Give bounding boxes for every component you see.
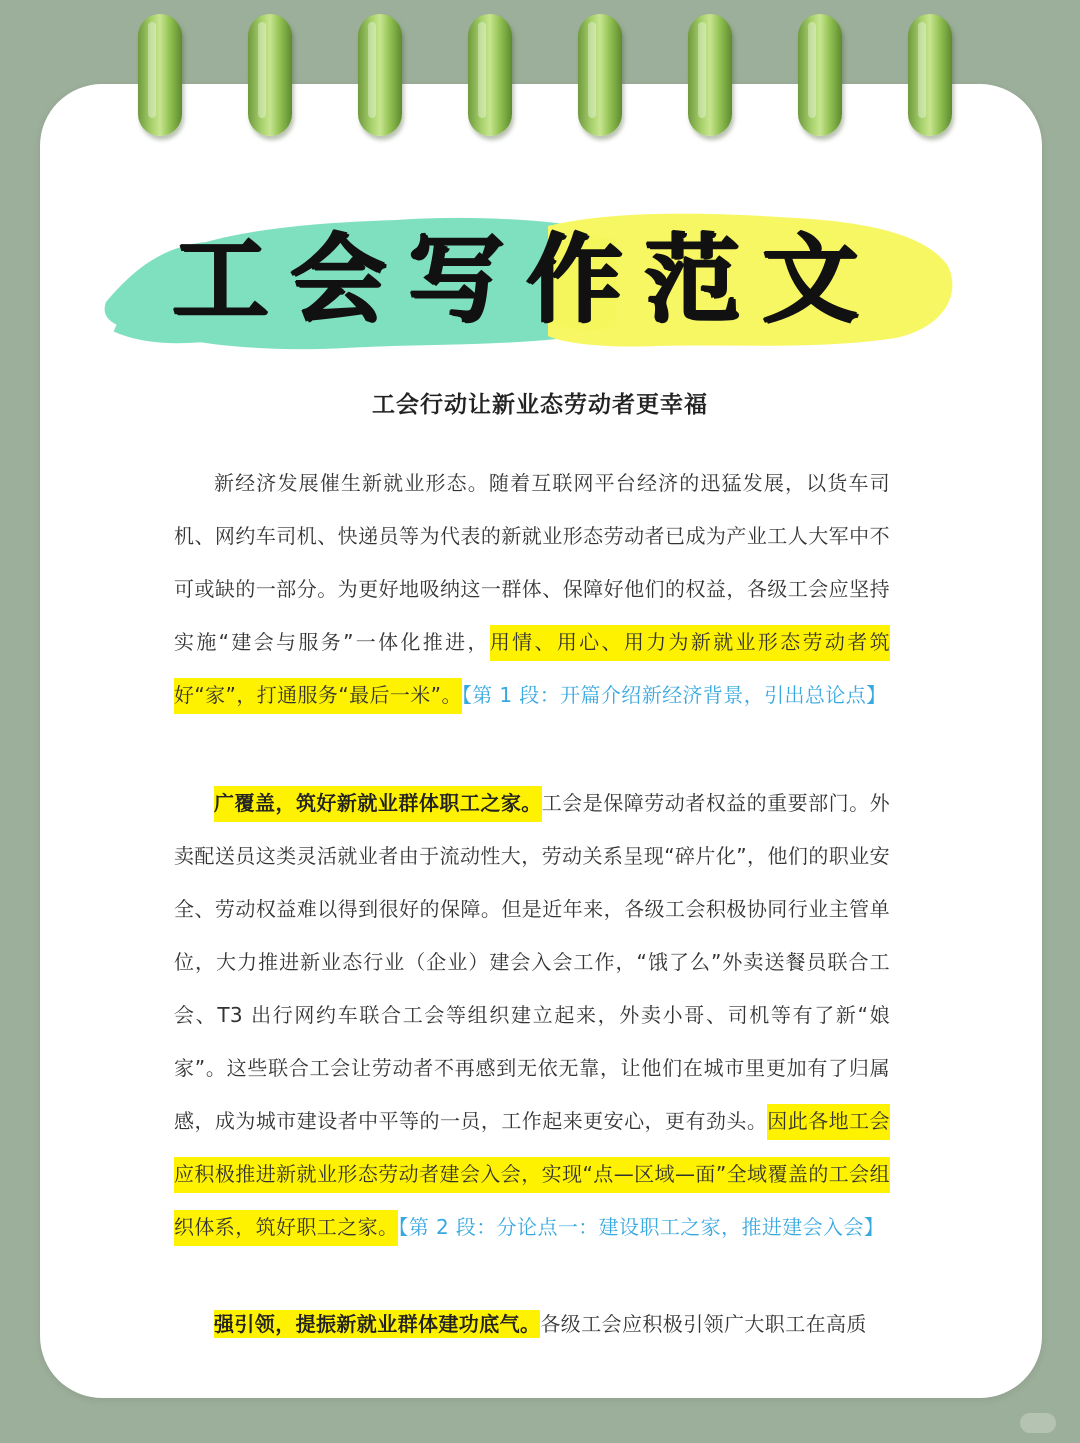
paragraph-1 xyxy=(174,457,890,722)
spiral-ring-icon xyxy=(138,14,182,136)
section-lead: 广覆盖，筑好新就业群体职工之家。 xyxy=(214,786,542,822)
paragraph-2 xyxy=(174,777,890,1254)
spiral-ring-icon xyxy=(468,14,512,136)
page-title: 工会写作范文 xyxy=(172,223,880,335)
spiral-ring-icon xyxy=(908,14,952,136)
paragraph-text: 各级工会应积极引领广大职工在高质 xyxy=(540,1312,867,1336)
annotation-note: 【第 2 段：分论点一：建设职工之家，推进建会入会】 xyxy=(398,1215,885,1239)
watermark xyxy=(1020,1413,1056,1433)
paragraph-3 xyxy=(174,1310,890,1338)
highlighted-text: 用情、用心、用力为新就业形态劳动者筑好“家”，打通服务“最后一米”。 xyxy=(174,625,890,714)
paragraph-text: 工会是保障劳动者权益的重要部门。外卖配送员这类灵活就业者由于流动性大，劳动关系呈现“碎片化”，他们的职业安全、劳动权益难以得到很好的保障。但是近年来，各级工会积极协同行业主管单位，大力推进新业态行业（企业）建会入会工作，“饿了么”外卖送餐员联合工会、T3 出行网约车联合工会等组织建立起来，外卖小哥、司机等有了新“娘家”。这些联合工会让劳动者不再感到无依无靠，让他们在城市里更加有了归属感，成为城市建设者中平等的一员，工作起来更安心，更有劲头。 xyxy=(174,791,890,1133)
section-lead: 强引领，提振新就业群体建功底气。 xyxy=(214,1310,540,1338)
paragraph-text: 新经济发展催生新就业形态。随着互联网平台经济的迅猛发展，以货车司机、网约车司机、快递员等为代表的新就业形态劳动者已成为产业工人大军中不可或缺的一部分。为更好地吸纳这一群体、保障好他们的权益，各级工会应坚持实施“建会与服务”一体化推进， xyxy=(174,471,890,654)
annotation-note: 【第 1 段：开篇介绍新经济背景，引出总论点】 xyxy=(461,683,887,707)
highlighted-text: 因此各地工会应积极推进新就业形态劳动者建会入会，实现“点—区域—面”全域覆盖的工会组织体系，筑好职工之家。 xyxy=(174,1104,890,1246)
header-banner xyxy=(96,206,956,352)
document-title: 工会行动让新业态劳动者更幸福 xyxy=(372,392,708,418)
spiral-ring-icon xyxy=(798,14,842,136)
spiral-ring-icon xyxy=(358,14,402,136)
spiral-ring-icon xyxy=(688,14,732,136)
spiral-ring-icon xyxy=(248,14,292,136)
spiral-ring-icon xyxy=(578,14,622,136)
